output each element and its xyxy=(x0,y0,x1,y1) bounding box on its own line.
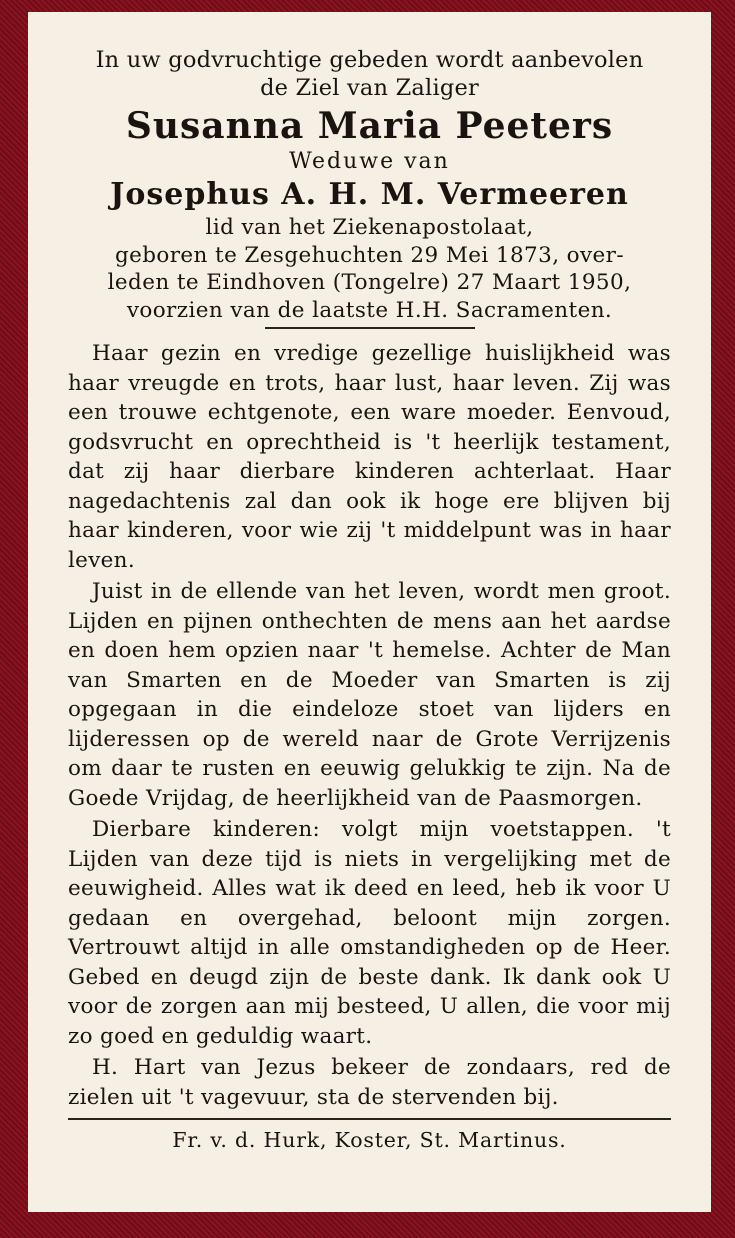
membership-line: lid van het Ziekenapostolaat, xyxy=(205,215,534,240)
divider-short xyxy=(265,327,475,329)
birth-line: geboren te Zesgehuchten 29 Mei 1873, over- xyxy=(114,242,625,268)
widow-of-label: Weduwe van xyxy=(289,149,450,174)
paragraph-prayer: H. Hart van Jezus bekeer de zondaars, red de zielen uit 't vagevuur, sta de stervenden bij. xyxy=(68,1055,671,1110)
divider-long xyxy=(68,1118,671,1120)
intro-line-1: In uw godvruchtige gebeden wordt aanbevolen xyxy=(95,47,644,73)
spouse-name: Josephus A. H. M. Vermeeren xyxy=(110,177,629,212)
paragraph-children: Dierbare kinderen: volgt mijn voetstappen. 't Lijden van deze tijd is niets in vergelijking met de eeuwigheid. Alles wat ik deed en leed, heb ik voor U gedaan en overgehad, beloont mijn zorgen. Vertrouwt altijd in alle omstandigheden op de Heer. Gebed en deugd zijn de beste dank. Ik dank ook U voor de zorgen aan mij besteed, U allen, die voor mij zo goed en geduldig waart. xyxy=(68,817,671,1049)
paragraph-family: Haar gezin en vredige gezellige huislijkheid was haar vreugde en trots, haar lust, haar leven. Zij was een trouwe echtgenote, een ware moeder. Eenvoud, godsvrucht en oprechtheid is 't heerlijk testament, dat zij haar dierbare kinderen achterlaat. Haar nagedachtenis zal dan ook ik hoge ere blijven bij haar kinderen, voor wie zij 't middelpunt was in haar leven. xyxy=(68,341,671,573)
intro-line-2: de Ziel van Zaliger xyxy=(260,75,479,101)
memorial-card xyxy=(28,12,711,1212)
printer-credit: Fr. v. d. Hurk, Koster, St. Martinus. xyxy=(172,1128,567,1152)
death-line: leden te Eindhoven (Tongelre) 27 Maart 1950, xyxy=(107,270,632,295)
sacraments-line: voorzien van de laatste H.H. Sacramenten. xyxy=(126,297,613,323)
eulogy-text xyxy=(68,339,671,1112)
deceased-name: Susanna Maria Peeters xyxy=(125,105,614,147)
paragraph-suffering: Juist in de ellende van het leven, wordt men groot. Lijden en pijnen onthechten de mens aan het aardse en doen hem opzien naar 't hemelse. Achter de Man van Smarten en de Moeder van Smarten is zij opgegaan in die eindeloze stoet van lijders en lijderessen op de wereld naar de Grote Verrijzenis om daar te rusten en eeuwig gelukkig te zijn. Na de Goede Vrijdag, de heerlijkheid van de Paasmorgen. xyxy=(68,579,671,811)
